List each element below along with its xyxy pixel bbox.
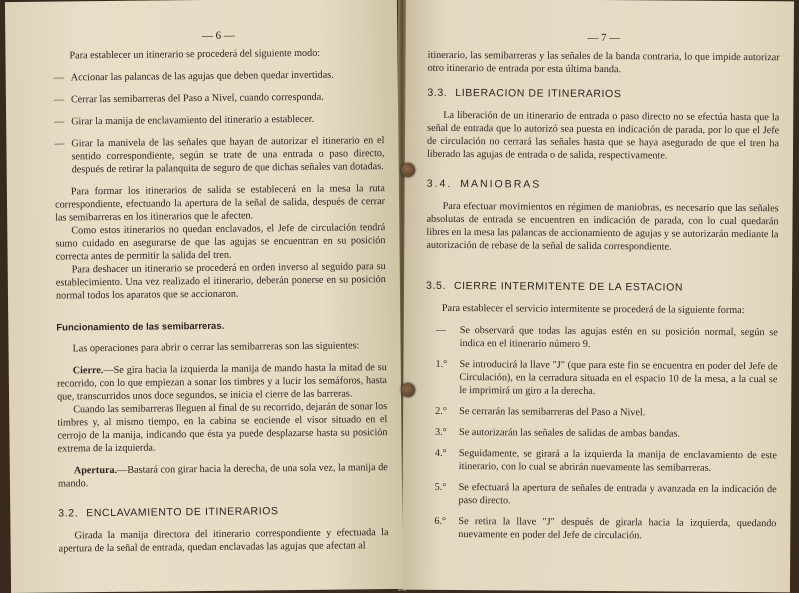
paragraph-cierre: Cierre.—Se gira hacia la izquierda la manija de mando hasta la mitad de su recorrido, con lo que empiezan a sonar los timbres y a lucir los semáforos, hasta que, transcurridos unos doce segundos, se inicia el cierre de las barreras. <box>56 362 387 403</box>
list-item: 4.° Seguidamente, se girará a la izquierda la manija de enclavamiento de este itinerario, con lo cual se abrirán nuevamente las semibarreras. <box>434 447 777 474</box>
paragraph-apertura: Apertura.—Bastará con girar hacia la derecha, de una sola vez, la manija de mando. <box>57 462 388 490</box>
staple-icon <box>401 163 415 177</box>
paragraph-salida: Para formar los itinerarios de salida se establecerá en la mesa la ruta correspondiente, efectuando la apertura de la señal de salida, después de cerrar las semibarreras en los itinerarios que le afecten. <box>54 183 386 224</box>
section-heading-3-2: 3.2. ENCLAVAMIENTO DE ITINERARIOS <box>58 505 279 520</box>
subheading-semibarreras: Funcionamiento de las semibarreras. <box>56 320 225 334</box>
paragraph-liberacion: La liberación de un itinerario de entrada o paso directo no se efectúa hasta que la señal de entrada que lo autorizó sea puesta en indicación de parada, por lo que el Jefe de circulación no cerrará las señales hasta que se haya asegurado de que el tren ha liberado las agujas de entrada o de salida, respectivamente. <box>426 109 780 162</box>
list-item: 1.° Se introducirá la llave "J" (que para este fin se encuentra en poder del Jefe de Circulación), en la cerradura situada en el espacio 10 de la mesa, a la cual se le imprimirá un giro a la derecha. <box>435 358 778 397</box>
page-number-right: — 7 — <box>587 31 621 45</box>
list-item: 3.° Se autorizarán las señales de salidas de ambas bandas. <box>435 426 681 440</box>
paragraph-cuando: Cuando las semibarreras lleguen al final de su recorrido, dejarán de sonar los timbres y, al mismo tiempo, en la cabina se enciende el visor situado en el cerrojo de la manija, indicando que ésta ya puede desplazarse hasta su posición extrema de la izquierda. <box>57 401 388 455</box>
list-item: 2.° Se cerrarán las semibarreras del Paso a Nivel. <box>435 405 646 419</box>
list-item: 5.° Se efectuará la apertura de señales de entrada y avanzada en la indicación de paso directo. <box>434 481 777 507</box>
intro-paragraph: Para establecer un itinerario se procederá del siguiente modo: <box>69 47 321 62</box>
paragraph-enclavados: Como estos itinerarios no quedan enclavados, el Jefe de circulación tendrá sumo cuidado en asegurarse de que las agujas se encuentran en su posición correcta antes de permitir la salida del tren. <box>55 222 386 263</box>
page-number-left: — 6 — <box>201 29 235 43</box>
staple-icon <box>401 383 415 397</box>
list-item: — Cerrar las semibarreras del Paso a Nivel, cuando corresponda. <box>53 91 324 106</box>
section-heading-3-4: 3.4. MANIOBRAS <box>426 177 542 191</box>
list-item: — Girar la manija de enclavamiento del itinerario a establecer. <box>54 113 315 128</box>
section-heading-3-3: 3.3. LIBERACION DE ITINERARIOS <box>427 86 622 101</box>
list-item: — Se observará que todas las agujas estén en su posición normal, según se indica en el itinerario número 9. <box>435 324 778 350</box>
list-item: — Girar la manivela de las señales que hayan de autorizar el itinerario en el sentido correspondiente, según se trate de una entrada o paso directo, después de retirar la palanquita de seguro de que dichas señales van dotadas. <box>54 135 385 176</box>
cierre-label: Cierre. <box>72 365 104 377</box>
paragraph-girada: Girada la manija directora del itinerario correspondiente y efectuada la apertura de la señal de entrada, quedan enclavadas las agujas que afectan al <box>58 527 389 555</box>
paragraph-operaciones: Las operaciones para abrir o cerrar las semibarreras son las siguientes: <box>72 340 360 355</box>
section-heading-3-5: 3.5. CIERRE INTERMITENTE DE LA ESTACION <box>426 279 684 294</box>
list-item: — Accionar las palancas de las agujas que deben quedar invertidas. <box>53 69 334 84</box>
paragraph-deshacer: Para deshacer un itinerario se procederá en orden inverso al seguido para su establecimiento. Una vez realizado el itinerario, deberán ponerse en su posición normal todos los aparatos que se accionaron. <box>55 261 386 302</box>
paragraph-intermitente: Para establecer el servicio intermitente se procederá de la siguiente forma: <box>441 302 745 317</box>
paragraph-carry-over: itinerario, las semibarreras y las señales de la banda contraria, lo que impide autorizar otro itinerario de entrada por esta última banda. <box>427 49 780 76</box>
left-page <box>5 0 403 593</box>
right-page <box>402 0 794 592</box>
list-item: 6.° Se retira la llave "J" después de girarla hacia la izquierda, quedando nuevamente en poder del Jefe de circulación. <box>434 515 777 542</box>
paragraph-maniobras: Para efectuar movimientos en régimen de maniobras, es necesario que las señales absolutas de entrada se encuentren en indicación de parada, con lo cual quedarán libres en la mesa las palancas de accionamiento de agujas y se autorizarán mediante la autorización de rebase de la señal de salida correspondiente. <box>426 200 779 253</box>
apertura-label: Apertura. <box>73 464 118 477</box>
